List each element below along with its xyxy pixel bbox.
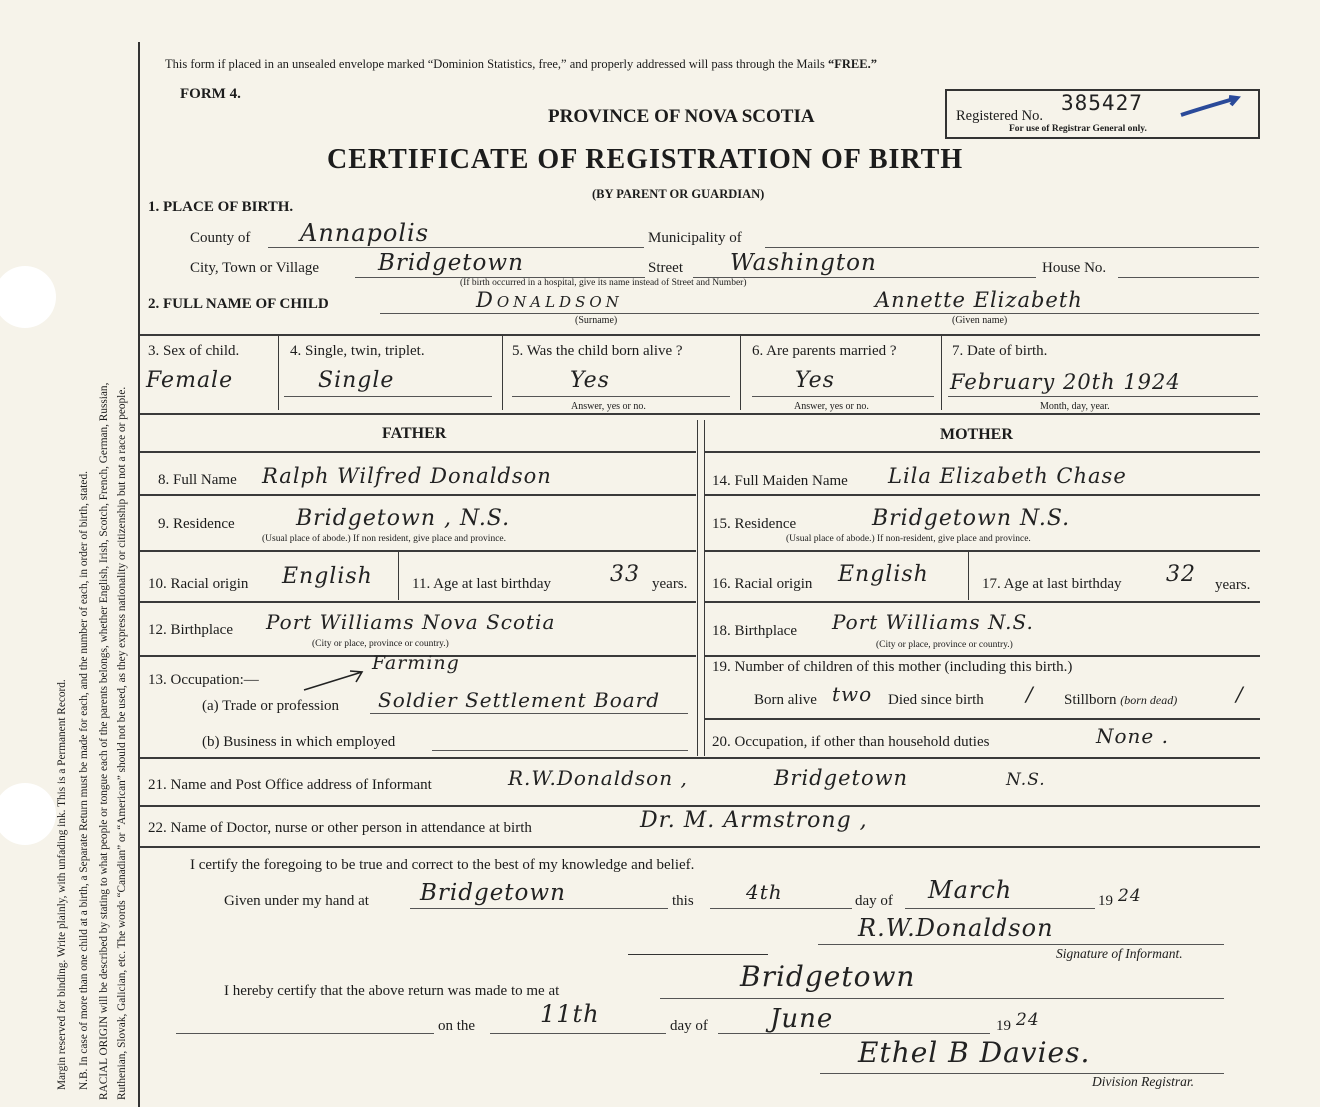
father-residence: Bridgetown , N.S.	[296, 506, 511, 531]
county-value: Annapolis	[300, 219, 430, 247]
county-label: County of	[190, 230, 251, 246]
rule-heading-right	[705, 451, 1260, 453]
mother-years: years.	[1215, 577, 1251, 593]
registrar-day: 11th	[540, 1000, 600, 1028]
mother-name: Lila Elizabeth Chase	[888, 464, 1127, 488]
mother-name-label: 14. Full Maiden Name	[712, 473, 848, 489]
dob-caption: Month, day, year.	[1040, 401, 1110, 412]
city-label: City, Town or Village	[190, 260, 320, 276]
father-residence-label: 9. Residence	[158, 516, 235, 532]
sidebar-binding-note: Margin reserved for binding. Write plainly, with unfading ink. This is a Permanent Record.	[56, 679, 68, 1090]
father-occupation-insert: Farming	[372, 652, 460, 674]
alive-caption: Answer, yes or no.	[571, 401, 646, 412]
registered-box	[945, 89, 1260, 139]
place-of-birth-label: 1. PLACE OF BIRTH.	[148, 199, 294, 215]
mother-occupation-label: 20. Occupation, if other than household duties	[712, 734, 990, 750]
informant-name: R.W.Donaldson ,	[508, 766, 688, 790]
mother-heading: MOTHER	[940, 426, 1013, 443]
child-name-line	[380, 313, 1259, 314]
rule-row12-right	[705, 655, 1260, 657]
child-given-name: Annette Elizabeth	[875, 288, 1083, 312]
father-age-label: 11. Age at last birthday	[412, 576, 551, 592]
informant-signature: R.W.Donaldson	[858, 914, 1054, 942]
born-alive-value: two	[832, 682, 873, 706]
certificate-title: CERTIFICATE OF REGISTRATION OF BIRTH	[327, 144, 964, 175]
rule-row9-right	[705, 550, 1260, 552]
father-business-label: (b) Business in which employed	[202, 734, 396, 750]
born-alive-label: Born alive	[754, 692, 817, 708]
registered-label: Registered No.	[956, 108, 1043, 124]
given-day: 4th	[746, 880, 783, 904]
mother-age-label: 17. Age at last birthday	[982, 576, 1122, 592]
rule-row10-right	[705, 601, 1260, 603]
rule-v-parents-center	[697, 420, 698, 756]
separator-short	[628, 954, 768, 955]
died-since-birth-label: Died since birth	[888, 692, 984, 708]
dob-value: February 20th 1924	[950, 370, 1181, 394]
mother-residence: Bridgetown N.S.	[872, 506, 1071, 531]
father-heading: FATHER	[382, 425, 447, 442]
registrar-day-of-label: day of	[670, 1018, 708, 1034]
doctor-name: Dr. M. Armstrong ,	[640, 808, 868, 833]
mother-age: 32	[1166, 562, 1196, 587]
given-day-line	[710, 908, 852, 909]
mail-notice-free: “FREE.”	[828, 57, 877, 71]
rule-row21	[140, 805, 1260, 807]
certificate-subtitle: (BY PARENT OR GUARDIAN)	[592, 187, 765, 201]
father-name: Ralph Wilfred Donaldson	[262, 464, 552, 488]
rule-row10-left	[140, 601, 696, 603]
father-residence-caption: (Usual place of abode.) If non resident, give place and province.	[262, 534, 506, 544]
given-month: March	[928, 876, 1013, 904]
binding-margin-line	[138, 42, 140, 1107]
plurality-value: Single	[318, 368, 395, 393]
mother-birthplace-caption: (City or place, province or country.)	[876, 640, 1013, 650]
street-label: Street	[648, 260, 683, 276]
registrar-use-note: For use of Registrar General only.	[1009, 124, 1147, 134]
mother-residence-label: 15. Residence	[712, 516, 797, 532]
municipality-line	[765, 247, 1259, 248]
rule-row8-left	[140, 494, 696, 496]
married-label: 6. Are parents married ?	[752, 343, 897, 359]
stillborn-value: /	[1236, 682, 1244, 706]
given-place-line	[410, 908, 668, 909]
father-birthplace-caption: (City or place, province or country.)	[312, 639, 449, 649]
alive-label: 5. Was the child born alive ?	[512, 343, 683, 359]
informant-signature-caption: Signature of Informant.	[1056, 946, 1183, 961]
registrar-left-line	[176, 1033, 434, 1034]
rule-heading-left	[140, 451, 696, 453]
father-trade: Soldier Settlement Board	[378, 688, 661, 712]
rule-row9-left	[140, 550, 696, 552]
rule-row20	[140, 757, 1260, 759]
surname-caption: (Surname)	[575, 315, 618, 326]
punch-hole-top	[0, 266, 56, 328]
given-day-of-label: day of	[855, 893, 893, 909]
doctor-label: 22. Name of Doctor, nurse or other person in attendance at birth	[148, 820, 532, 836]
registrar-month-line	[718, 1033, 990, 1034]
sidebar-racial-origin-note-2: Ruthenian, Slovak, Galician, etc. The words “Canadian” or “American” should not be used, as they express nationality or citizenship but not a race or people.	[116, 386, 128, 1100]
father-name-label: 8. Full Name	[158, 472, 237, 488]
mother-racial: English	[838, 562, 929, 587]
mail-notice	[165, 57, 877, 72]
municipality-label: Municipality of	[648, 230, 742, 246]
father-years: years.	[652, 576, 688, 592]
registrar-year-prefix: 19	[996, 1018, 1011, 1034]
dob-line	[948, 396, 1258, 397]
registrar-signature: Ethel B Davies.	[858, 1036, 1091, 1069]
died-since-birth-value: /	[1026, 682, 1034, 706]
mother-children-label: 19. Number of children of this mother (including this birth.)	[712, 659, 1073, 675]
check-mark-icon	[1179, 95, 1241, 119]
father-birthplace-label: 12. Birthplace	[148, 622, 233, 638]
county-line	[268, 247, 644, 248]
mail-notice-text: This form if placed in an unsealed envelope marked “Dominion Statistics, free,” and properly addressed will pass through the Mails	[165, 57, 829, 71]
mother-birthplace-label: 18. Birthplace	[712, 623, 797, 639]
registrar-signature-caption: Division Registrar.	[1092, 1074, 1195, 1089]
rule-v-sex	[278, 336, 279, 410]
rule-v-alive	[740, 336, 741, 410]
father-occupation-label: 13. Occupation:—	[148, 672, 259, 688]
father-trade-label: (a) Trade or profession	[202, 698, 340, 714]
child-surname: Donaldson	[476, 288, 623, 312]
given-year-prefix: 19	[1098, 893, 1113, 909]
registrar-on-the-label: on the	[438, 1018, 476, 1034]
given-month-line	[905, 908, 1095, 909]
father-racial: English	[282, 564, 373, 589]
sex-value: Female	[146, 368, 234, 393]
insert-arrow-icon	[300, 668, 370, 694]
city-value: Bridgetown	[378, 250, 524, 276]
registrar-certify-text: I hereby certify that the above return was made to me at	[224, 983, 560, 999]
mother-racial-label: 16. Racial origin	[712, 576, 813, 592]
sex-label: 3. Sex of child.	[148, 343, 240, 359]
alive-value: Yes	[570, 368, 610, 393]
certify-text: I certify the foregoing to be true and correct to the best of my knowledge and belief.	[190, 857, 695, 873]
sidebar-multiple-births-note: N.B. In case of more than one child at a birth, a Separate Return must be made for each, and the number of each, in order of birth, stated.	[78, 471, 90, 1090]
registrar-day-line	[490, 1033, 666, 1034]
given-name-caption: (Given name)	[952, 315, 1008, 326]
stillborn-note: (born dead)	[1120, 693, 1178, 707]
informant-label: 21. Name and Post Office address of Informant	[148, 777, 432, 793]
informant-province: N.S.	[1006, 770, 1046, 790]
street-value: Washington	[730, 250, 877, 276]
given-this-label: this	[672, 893, 694, 909]
registrar-place: Bridgetown	[740, 960, 916, 993]
father-birthplace: Port Williams Nova Scotia	[266, 610, 556, 634]
punch-hole-bottom	[0, 783, 56, 845]
rule-v-parents-center-2	[704, 420, 705, 756]
father-age: 33	[610, 562, 640, 587]
mother-residence-caption: (Usual place of abode.) If non-resident, give place and province.	[786, 534, 1031, 544]
rule-v-father-age	[398, 552, 399, 600]
mother-occupation: None .	[1096, 724, 1169, 748]
given-place: Bridgetown	[420, 880, 566, 906]
rule-v-mother-age	[968, 552, 969, 600]
rule-v-married	[941, 336, 942, 410]
registrar-year: 24	[1016, 1010, 1040, 1030]
stillborn-label	[1064, 692, 1177, 709]
married-caption: Answer, yes or no.	[794, 401, 869, 412]
registrar-place-line	[660, 998, 1224, 999]
sidebar-racial-origin-note: RACIAL ORIGIN will be described by stating to what people or tongue each of the parents belongs, whether English, Irish, Scotch, French, German, Russian,	[98, 382, 110, 1100]
married-value: Yes	[795, 368, 835, 393]
house-number-label: House No.	[1042, 260, 1107, 276]
rule-row3-top	[140, 334, 1260, 336]
stillborn-label-text: Stillborn	[1064, 692, 1117, 708]
informant-signature-line	[818, 944, 1224, 945]
province-heading: PROVINCE OF NOVA SCOTIA	[548, 106, 815, 127]
child-name-label: 2. FULL NAME OF CHILD	[148, 296, 329, 312]
father-trade-line	[370, 713, 688, 714]
plurality-label: 4. Single, twin, triplet.	[290, 343, 425, 359]
plurality-line	[284, 396, 492, 397]
rule-row8-right	[705, 494, 1260, 496]
hospital-note: (If birth occurred in a hospital, give its name instead of Street and Number)	[460, 278, 747, 288]
rule-row22	[140, 846, 1260, 848]
given-under-label: Given under my hand at	[224, 893, 369, 909]
father-racial-label: 10. Racial origin	[148, 576, 249, 592]
married-line	[752, 396, 934, 397]
registered-number: 385427	[1061, 91, 1143, 115]
rule-parents-top	[140, 413, 1260, 415]
mother-birthplace: Port Williams N.S.	[832, 610, 1034, 634]
rule-v-plurality	[502, 336, 503, 410]
house-number-line	[1118, 277, 1259, 278]
father-business-line	[432, 750, 688, 751]
dob-label: 7. Date of birth.	[952, 343, 1048, 359]
given-year: 24	[1118, 886, 1142, 906]
alive-line	[512, 396, 730, 397]
registrar-month: June	[770, 1004, 834, 1034]
informant-address: Bridgetown	[774, 766, 909, 790]
form-number: FORM 4.	[180, 86, 241, 102]
rule-row19-right	[705, 718, 1260, 720]
